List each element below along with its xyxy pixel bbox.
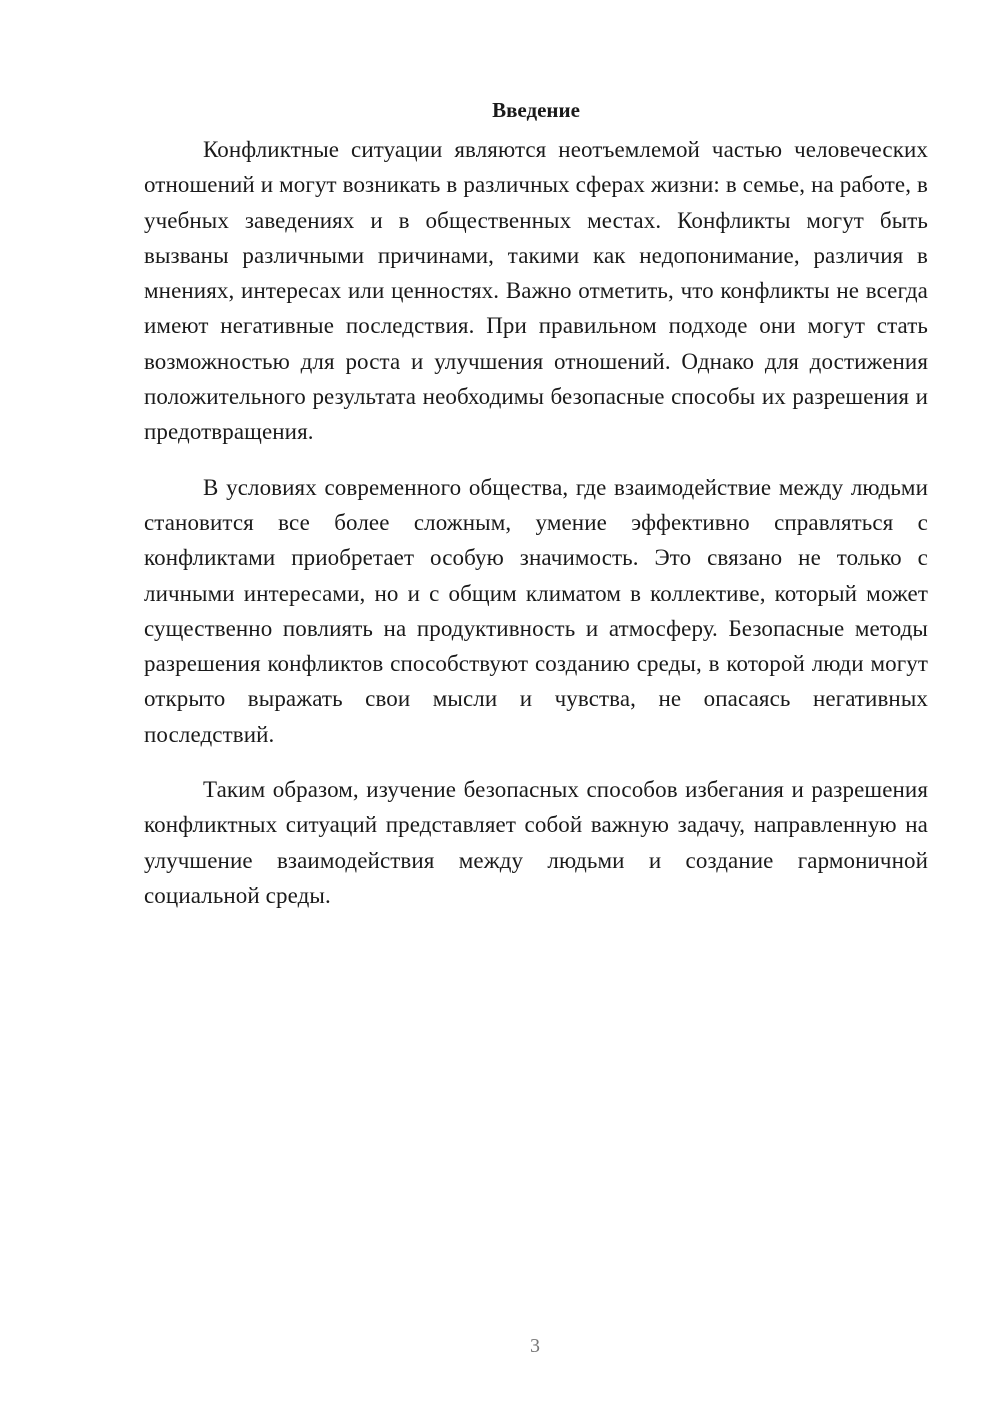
section-title: Введение	[492, 98, 580, 122]
paragraph-2: В условиях современного общества, где взаимодействие между людьми становится все более сложным, умение эффективно справляться с конфликтами приобретает особую значимость. Это связано не только с личными интересами, но и с общим климатом в коллективе, который может существенно повлиять на продуктивность и атмосферу. Безопасные методы разрешения конфликтов способствуют созданию среды, в которой люди могут открыто выражать свои мысли и чувства, не опасаясь негативных последствий.	[144, 474, 928, 747]
paragraph-3: Таким образом, изучение безопасных способов избегания и разрешения конфликтных ситуаций представляет собой важную задачу, направленную на улучшение взаимодействия между людьми и создание гармоничной социальной среды.	[144, 777, 928, 908]
page-number: 3	[530, 1335, 540, 1357]
paragraph-1: Конфликтные ситуации являются неотъемлемой частью человеческих отношений и могут возникать в различных сферах жизни: в семье, на работе, в учебных заведениях и в общественных местах. Конфликты могут быть вызваны различными причинами, такими как недопонимание, различия в мнениях, интересах или ценностях. Важно отметить, что конфликты не всегда имеют негативные последствия. При правильном подходе они могут стать возможностью для роста и улучшения отношений. Однако для достижения положительного результата необходимы безопасные способы их разрешения и предотвращения.	[144, 137, 928, 445]
page-content	[144, 96, 928, 933]
